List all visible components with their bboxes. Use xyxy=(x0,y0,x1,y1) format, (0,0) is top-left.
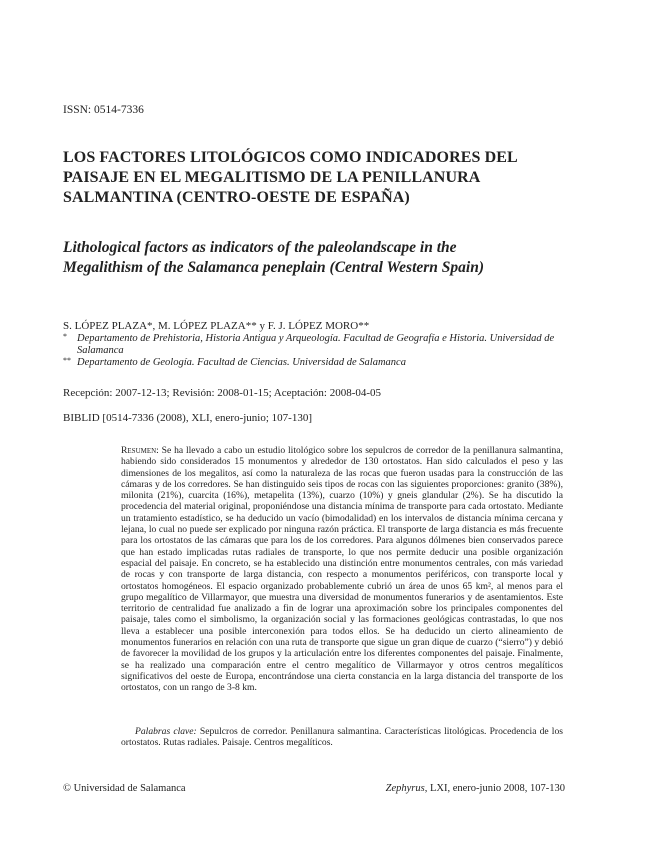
english-title xyxy=(63,238,583,278)
journal-citation xyxy=(386,783,565,794)
keywords xyxy=(121,726,563,749)
english-title-line: Megalithism of the Salamanca peneplain (Central Western Spain) xyxy=(63,259,484,276)
abstract-label: Resumen: xyxy=(121,445,159,456)
abstract xyxy=(121,445,563,694)
spanish-title-line: PAISAJE EN EL MEGALITISMO DE LA PENILLANURA xyxy=(63,169,481,186)
authors: S. LÓPEZ PLAZA*, M. LÓPEZ PLAZA** y F. J. LÓPEZ MORO** xyxy=(63,320,370,332)
journal-name: Zephyrus xyxy=(385,783,425,794)
biblid: BIBLID [0514-7336 (2008), XLI, enero-junio; 107-130] xyxy=(63,412,312,424)
affiliation-mark: ** xyxy=(63,356,71,365)
spanish-title-line: SALMANTINA (CENTRO-OESTE DE ESPAÑA) xyxy=(63,189,410,206)
english-title-line: Lithological factors as indicators of the paleolandscape in the xyxy=(63,239,457,256)
keywords-text: Sepulcros de corredor. Penillanura salmantina. Características litológicas. Procedencia de los ortostatos. Rutas radiales. Paisaje. Centros megalíticos. xyxy=(121,726,563,749)
journal-issue: , LXI, enero-junio 2008, 107-130 xyxy=(424,783,565,794)
affiliation-text: Departamento de Prehistoria, Historia Antigua y Arqueología. Facultad de Geografía e Historia. Universidad de Salamanca xyxy=(77,333,555,356)
affiliation-mark: * xyxy=(63,332,67,341)
affiliation-text: Departamento de Geología. Facultad de Ciencias. Universidad de Salamanca xyxy=(77,357,406,368)
copyright: © Universidad de Salamanca xyxy=(63,783,186,794)
issn: ISSN: 0514-7336 xyxy=(63,104,144,116)
spanish-title-line: LOS FACTORES LITOLÓGICOS COMO INDICADORES DEL xyxy=(63,149,518,166)
abstract-text: Se ha llevado a cabo un estudio litológico sobre los sepulcros de corredor de la penillanura salmantina, habiendo sido considerados 15 monumentos y alrededor de 130 ortostatos. Han sido calculados el peso y las dimensiones de los megalitos, así como la naturaleza de las rocas que fueron usadas para la construcción de las cámaras y de los corredores. Se han distinguido seis tipos de rocas con las siguientes proporciones: granito (38%), milonita (21%), cuarcita (16%), metapelita (13%), cuarzo (10%) y gneis glandular (2%). Se ha discutido la procedencia del material original, proponiéndose una distancia mínima de transporte para cada ortostato. Mediante un tratamiento estadístico, se ha deducido un vacío (bimodalidad) en los intervalos de distancia mínima cercana y lejana, lo cual no puede ser explicado por ninguna razón práctica. El transporte de larga distancia es más frecuente para los ortostatos de las cámaras que para los de los corredores. Para algunos dólmenes bien conservados parece que han estado implicadas rutas radiales de transporte, lo que nos permite deducir una posible organización espacial del paisaje. En concreto, se ha establecido una distinción entre monumentos centrales, con más variedad de rocas y con transporte de larga distancia, con respecto a monumentos periféricos, con transporte local y ortostatos homogéneos. El espacio organizado probablemente cubrió un área de unos 65 km², al menos para el grupo megalítico de Villarmayor, que muestra una diversidad de monumentos funerarios y de asentamientos. Este territorio de centralidad fue analizado a fin de lograr una aproximación sobre los principales componentes del paisaje, tales como el simbolismo, la organización social y las formaciones geológicas contrastadas, lo que nos lleva a establecer una posible interconexión para todos ellos. Se ha deducido un cierto alineamiento de monumentos funerarios en relación con una ruta de transporte que sigue un gran dique de cuarzo (“sierro”) y debió de favorecer la movilidad de los grupos y la articulación entre los diferentes componentes del paisaje. Finalmente, se ha realizado una comparación entre el centro megalítico de Villarmayor y otros centros megalíticos significativos del oeste de Europa, encontrándose una cierta constancia en la larga distancia del transporte de los ortostatos, con un rango de 3-8 km. xyxy=(121,445,563,694)
spanish-title xyxy=(63,148,583,208)
keywords-label: Palabras clave: xyxy=(135,726,197,737)
submission-dates: Recepción: 2007-12-13; Revisión: 2008-01-15; Aceptación: 2008-04-05 xyxy=(63,387,382,399)
